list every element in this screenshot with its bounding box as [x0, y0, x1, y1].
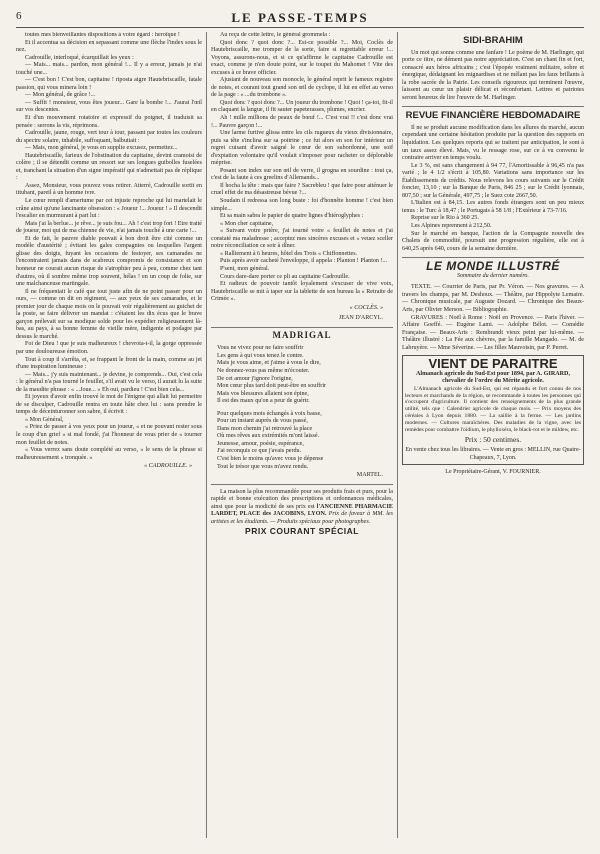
poem-line: Pour quelques mots échangés à voix basse, — [217, 410, 322, 417]
header-rule — [16, 27, 584, 28]
column-1 — [16, 32, 202, 838]
vient-de-paraitre-title: VIENT DE PARAITRE — [428, 356, 558, 372]
paragraph: Foi de Dieu ! que je suis malheureux ! chevrota-t-il, la gorge oppressée par une douloureuse émotion. — [16, 341, 202, 355]
poem-line: Mon cœur plus tard doit peut-être en souffrir — [217, 383, 327, 390]
paragraph: Le 3 %, est sans changement à 94 77, l'Amortissable à 96,45 n'a pas varié ; le 4 1/2 s'écrit à 105,80. Variations sans importance sur les Établissements de crédits. Nous relevons les cours suivants sur le Crédit foncier, 13,10 ; sur la Banque de Paris, 846 25 ; sur le Crédit lyonnais, 807,50 ; sur la Générale, 497,75 ; le Suez cote 2667,50. — [402, 162, 584, 199]
monde-illustre-subtitle: Sommaire du dernier numéro. — [457, 272, 529, 279]
paragraph: « Vous verrez sans doute complété au verso, « le sens de la phrase si malheureusement « tronquée. » — [16, 447, 202, 461]
paragraph: Sur le marché en banque, l'action de la Compagnie nouvelle des Chalets de commodité, poursuit une progression régulière, elle est à 640,25 après 640, cours de la semaine dernière. — [402, 230, 584, 252]
paragraph: Cours dare-dare porter ce pli au capitaine Cadrouille. — [220, 273, 350, 280]
story-ending — [211, 32, 393, 304]
paragraph: L'Italien est à 84,15. Les autres fonds étrangers sont un peu mieux tenus : le Turc à 18,47 ; le Portugais à 58 1/8 ; l'Extérieur à 73-7/16. — [402, 200, 584, 214]
poem-line: Mais vos blessures allaient son épine, — [217, 390, 309, 397]
revue-financiere-text — [402, 125, 584, 253]
poem-line: Ne donnez-vous pas même m'écouter. — [217, 367, 310, 374]
ad-intro: La maison la plus recommandée pour ses produits frais et purs, pour la rapide et bonne exécution des prescriptions et ordonnances médicales, ainsi que pour la modicité de ses prix est l'ANCIENNE PHARMACIE LARDET, PLACE des JACOBINS, LYON. Prix de faveur à MM. les artistes et les étudiants. — Produits spéciaux pour photographes. — [211, 488, 393, 525]
paragraph: Cadrouille, interloqué, écarquillait les yeux : — [25, 54, 134, 61]
paragraph: Et radieux de pouvoir tantôt loyalement s'excuser de vive voix, Hautebriscaille se mit à taper sur la tablette de son bureau la « Retraite de Crimée ». — [211, 281, 393, 303]
paragraph: Quoi donc ? quoi donc ?... Est-ce possible ?... Moi, Coclès de Hautebriscaille, me tromper de la sorte, faire si regrettable erreur !... Voyons, assurons-nous, et si ce qu'affirme le capitaine Cadrouille est exact, comme je n'en doute point, sur le toupet du Mahomet ! Vite des excuses à ce brave officier. — [211, 39, 393, 76]
paragraph: toutes mes bienveillantes dispositions à votre égard : heroïque ! — [25, 32, 180, 38]
paragraph: Le cœur rempli d'amertume par cet injuste reproche qui lui martelait le crâne ainsi qu'une lancinante obsession : « Joueur !... Joueur ! » Il descendit l'escalier en murmurant à part lui : — [16, 198, 202, 220]
paragraph: P'sent, mon général. — [220, 265, 270, 272]
vient-de-paraitre-box — [402, 355, 584, 465]
poem-line: Il est des maux qu'on a peur de guérir. — [217, 398, 310, 405]
journal-title: LE PASSE-TEMPS — [231, 10, 369, 25]
paragraph: « Mon Général, — [25, 416, 64, 423]
author-signature: JEAN D'ARCYL. — [338, 315, 383, 322]
divider — [211, 327, 393, 328]
almanach-title: Almanach agricole du Sud-Est pour 1894, par A. GIRARD, chevalier de l'ordre du Mérite agricole. — [415, 370, 570, 385]
poem-line: C'est bien le moins qu'avec vous je dépense — [217, 455, 324, 462]
sidi-brahim-text: Un mot qui sonne comme une fanfare ! Le poème de M. Harlinger, qui porte ce titre, ne dément pas notre appréciation. C'est un chant fin et fort, consacré aux héros africains ; c'est l'épopée vraiment militaire, sobre et énergique, dédaignant les mignardises et ne mêlant pas les faux brillants à la robe sacrée de la Patrie. Les conseils rigoureux qui terminent l'œuvre, laissent au cœur un plaisir délicat et réconfortant. Lettres et patriotes seront heureux de lire l'œuvre de M. Harlinger. — [402, 49, 584, 101]
paragraph: Hautebriscaille, farieux de l'obstination du capitaine, devint cramoisi de colère ; il se détendit comme un ressort sur ses longues guibolles fuselées et, tranchant la situation d'un signe impératif qui n'admettait pas de réplique : — [16, 152, 202, 182]
poem-line: Les gens à qui vous tenez le contre. — [217, 352, 304, 359]
sidi-brahim-title: SIDI-BRAHIM — [463, 35, 523, 46]
paragraph: Reprise sur le Rio à 360 25. — [411, 215, 479, 222]
monde-illustre-title: LE MONDE ILLUSTRÉ — [426, 259, 560, 274]
monde-illustre-texte: TEXTE. — Courrier de Paris, par Pr. Véron. — Nos gravures. — A travers les champs, par M. Deshoux. — Théâtre, par Hippolyte Lemaire. — Chronique musicale, par Auguste Dozard. — Chronique des Beaux-Arts, par Olivier Merson. — Bibliographie. — [402, 284, 584, 313]
paragraph: Il hocha la tête : mais que faire ? Sacrebleu ! que faire pour atténuer le cruel effet de ma désastreuse bévue ?... — [211, 182, 393, 197]
poem-line: Pour un instant auprès de vous passé, — [217, 418, 308, 425]
paragraph: Une larme furtive glissa entre les cils rugueux du vieux divisionnaire, puis sa tête s'inclina sur sa poitrine ; ce fut alors en son for intérieur un regret cuisant d'avoir saigné le cœur de son subordonné, une soif d'expiation volontaire qu'il voulait s'imposer pour racheter ce déplorable méprise. — [211, 130, 393, 167]
divider — [402, 106, 584, 107]
paragraph: Il ne se produit aucune modification dans les allures du marché, aucun cependant une certaine hésitation produite par la question des rapports en liquidation. Les quelques reports qui se traitent par anticipation, le sont à un taux assez élevé. Mais, vu le ressage rose, sur ce à vu convenu le contraire arriver en temps voulu. — [402, 124, 584, 162]
almanach-price: Prix : 50 centimes. — [464, 435, 522, 445]
story-continuation — [16, 32, 202, 462]
almanach-sale-info: En vente chez tous les libraires. — Vente en gros : MELLIN, rue Quatre-Chapeaux, 7, Lyon. — [405, 447, 581, 461]
divider — [211, 484, 393, 485]
paragraph: Et sa main sabra le papier de quatre lignes d'hiéroglyphes : — [220, 213, 364, 220]
poem-title: MADRIGAL — [272, 329, 332, 340]
paragraph: « Suivant votre prière, j'ai tourné votre « feuillet de notes et j'ai constaté ma maladresse ; acceptez mes sincères excuses et « veuez sceller notre réconciliation ce soir à dîner. — [211, 228, 393, 250]
paragraph: Tout à coup il s'arrêta, et, se frappant le front de la main, comme au jet d'une inspiration lumineuse : — [16, 356, 202, 371]
paragraph: — Mais... mais... pardon, mon général !... Il y a erreur, jamais je n'ai touché une... — [16, 62, 202, 76]
paragraph: Et de fait, le pauvre diable pouvait à bon droit être cité comme un modèle d'austérité ; évitant les gales compagnies ou lesquelles l'argent glisse des doigts, fuyant les occasions de festoyer, ses camarades ne l'encontraient jamais dans de scabreux compromis de consistance et son honneur ne courait aucun risque de s'atrophier peu à peu, comme chez tant d'autres, où il sombre même trop souvent, hélas ! en un coup de folie, sur une malchanceuse martingale. — [16, 235, 202, 288]
paragraph: Cadrouille, jaune, rouge, vert tour à tour, passant par toutes les couleurs du spectre solaire, inhabile, suffoquant, balbutiait : — [16, 130, 202, 144]
signature-cadrouille: « CADROUILLE. » — [144, 463, 192, 470]
paragraph: Puis après avoir cacheté l'enveloppe, il appela : Planton ! Planton !... — [220, 258, 388, 265]
paragraph: Ajustant de nouveau son monocle, le général reprit le fameux registre de notes, et courant tout grand son œil de cyclope, il lut en effet au verso de la page : « ...du trombone ». — [211, 77, 393, 99]
paragraph: Au reçu de cette lettre, le général grommela : — [220, 32, 331, 38]
paragraph: Assez, Monsieur, vous pouvez vous retirer. Atterré, Cadrouille sortit en titubant, pareil à un homme ivre. — [16, 182, 202, 197]
paragraph: Soudain il redressa son long buste : foi d'honnête homme ! c'est bien simple... — [211, 198, 393, 212]
page-header — [16, 10, 584, 28]
poem-body — [211, 345, 393, 471]
paragraph: Il ne fréquentait le café que tout juste afin de ne point passer pour un ours, — comme on dit en régiment, — aux yeux de ses camarades, et le premier jour de chaque mois on le pouvait voir régulièrement au guichet de la poste, se faire délivrer un mandat : c'étaient les dix écus que le brave garçon prélevait sur sa modique solde pour les expédier religieusement là-bas, au pays, à sa bonne femme de vieille mère, indigente et podagre par dessus le marché. — [16, 288, 202, 340]
column-2 — [211, 32, 393, 838]
paragraph: Et il accentua sa décision en sepassant comme une flèche l'index sous le nez. — [16, 39, 202, 54]
poem-author: MARTEL. — [356, 472, 383, 479]
poem-line: Dans mon chemin j'ai retrouvé la place — [217, 425, 313, 432]
paragraph: « Mon cher capitaine, — [220, 220, 274, 227]
paragraph: « Ralliement à 6 heures, hôtel des Trois « Chiffonnettes. — [220, 250, 358, 257]
ad-pharmacy-name: l'ANCIENNE PHARMACIE LARDET, PLACE des JACOBINS, LYON. — [211, 503, 393, 518]
paragraph: — Mais... j'y suis maintenant... je devine, je comprends... Oui, c'est cela : le général n'a pas tourné le feuillet, s'il avait vu le verso, il aurait lu la suite de la maudite phrase : « ...Joue... » Eh oui, pardieu ! C'est bien cela... — [16, 371, 202, 393]
paragraph: Et d'un mouvement rotatoire et expressif du poignet, il traduisit sa pensée : serrons la vis, réprimons. — [16, 115, 202, 129]
page-number: 6 — [16, 10, 22, 22]
poem-line: Où mes rêves aux extrémités m'ont laissé. — [217, 433, 320, 440]
paragraph: — Mais, mon général, je vous en supplie excusez, permettez... — [25, 145, 178, 152]
poem-line: De cet amour j'ignore l'origine, — [217, 375, 293, 382]
revue-financiere-title: REVUE FINANCIÈRE HEBDOMADAIRE — [405, 110, 581, 122]
poem-line: J'ai reconquis ce que j'avais perdu. — [217, 448, 302, 455]
monde-illustre-gravures: GRAVURES : Noël à Rome : Noël en Provence. — Paris l'hiver. — Affaire Goeffé. — Eugène Lami. — Adolphe Bélot. — Comédie Française. — Beaux-Arts : Rembrandt vieux peint par lui-même. — Théâtre illustré : La Fée aux chèvres, par la famille Mangado. — M. de Labruyère. — Mme Séverine. — Les filles Mauvoisin, par P. Perret. — [402, 314, 584, 351]
ad-details: Prix de faveur à MM. les artistes et les étudiants. — Produits spéciaux pour photographes. — [211, 511, 393, 525]
paragraph: Ah ! mille millions de peaux de bœuf !... C'est vrai !! c'est donc vrai !... Pauvre garçon !... — [211, 115, 393, 129]
column-rule — [397, 32, 398, 838]
paragraph: — C'est bon ! C'est bon, capitaine ! riposta aigre Hautebriscaille, fatale passion, qui vous minera loin ! — [16, 77, 202, 91]
pharmacy-ad — [211, 489, 393, 536]
column-3 — [402, 32, 584, 838]
poem-line: Vous ne vivez pour ne faire souffrir — [217, 345, 304, 352]
paragraph: « Priez de passer à vos yeux pour un joueur, « et ne pouvant rester sous le coup d'un grief « si mal fondé, j'ai l'honneur de vous prier de « tourner mon feuillet de notes. — [16, 424, 202, 446]
publisher-footer: Le Propriétaire-Gérant, V. FOURNIER. — [445, 469, 541, 476]
almanach-description: L'Almanach agricole du Sud-Est, qui est répandu et fort connu de nos lecteurs et marchands de la région, se recommande à toutes les personnes qui s'occupent d'agriculture. Il contient des renseignements de la plus grande utilité, tels que : Calendrier agricole de chaque mois. — Prix moyens des céréales à Lyon depuis 1880. — La saillie à la ferme. — Les jardins modernes. — Cultures maraîchères. Des maladies de la vigne, avec les remèdes pour combattre l'oïdium, le phylloxéra, le black-rot et le mildew, etc. — [405, 385, 581, 433]
paragraph: Et joyeux d'avoir enfin trouvé le mot de l'énigme qui allait lui permettre de se disculper, Cadrouille rentra en toute hâte chez lui : sans prendre le temps de déceinturonner son sabre, il écrivit : — [16, 394, 202, 416]
poem-line: Tout le trésor que vous m'avez rendu. — [217, 463, 309, 470]
paragraph: Posant son index sur son œil de verre, il grogna en sourdine : tout ça, c'est de la faute à ces greelins d'Allemands... — [211, 167, 393, 182]
poem-line: Jeunesse, amour, poésie, espérance, — [217, 440, 304, 447]
paragraph: — Mon général, de grâce !... — [25, 92, 96, 99]
paragraph: Mais j'ai la berlue... je rêve... je suis fou... Ah ! c'est trop fort ! Etre traité de joueur, moi qui de ma chienne de vie, n'ai jamais touché à une carte !... — [16, 220, 202, 235]
paragraph: Les Alpines reprennent à 212,50. — [411, 223, 492, 230]
ad-price-list: PRIX COURANT SPÉCIAL — [245, 526, 359, 537]
paragraph: Quoi donc ? quoi donc ?... Un joueur du trombone ! Quoi ! ça-toi, fit-il en claquant la langue, il fit sauter papeterasses, plumes, encrier. — [211, 99, 393, 114]
signature-cocles: « COCLÈS. » — [349, 304, 383, 311]
column-rule — [206, 32, 207, 838]
paragraph: — Suffit ! monsieur, vous êtes joueur... Gare la bombe !... J'aurai l'œil sur vos descentes. — [16, 99, 202, 114]
poem-line: Mais je vous aime, et j'aime à vous le dire, — [217, 360, 321, 367]
